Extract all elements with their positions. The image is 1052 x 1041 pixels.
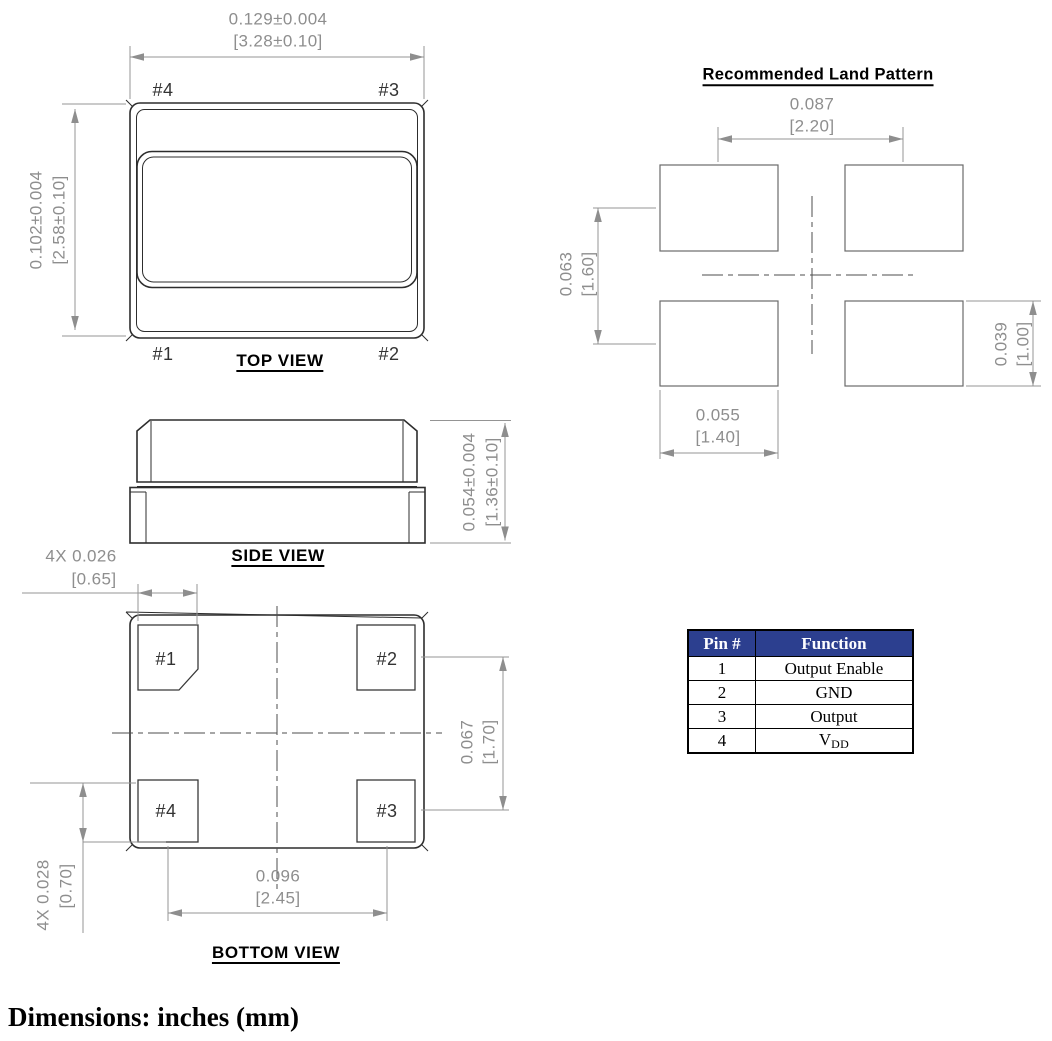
side-view-package [130, 420, 425, 543]
top-view-pin4-label: #4 [152, 80, 174, 100]
land-pattern-pads [660, 165, 963, 386]
bottom-view-pad-height-dim-inches: 4X 0.028 [33, 859, 53, 931]
pin-function-cell: Output [756, 705, 914, 729]
vdd-base: V [818, 729, 832, 749]
top-view-width-dim-inches: 0.129±0.004 [228, 9, 328, 29]
pin-function-cell: GND [756, 681, 914, 705]
top-view-pin1-label: #1 [152, 344, 174, 364]
bottom-view-pin2-label: #2 [376, 649, 398, 669]
top-view-title: TOP VIEW [236, 351, 324, 370]
pin-table-header-row [688, 630, 913, 657]
bottom-view-pitch-y-dim-mm: [1.70] [479, 719, 499, 765]
bottom-view-pad-width-dim-inches: 4X 0.026 [45, 546, 117, 566]
pin-number-cell: 2 [688, 681, 756, 705]
pin-number-cell: 3 [688, 705, 756, 729]
land-pattern-title: Recommended Land Pattern [703, 66, 934, 86]
land-pattern-pad-width-dim-inches: 0.055 [695, 405, 741, 425]
top-view-height-dim-inches: 0.102±0.004 [26, 170, 46, 270]
land-pattern-pad-height-dim-inches: 0.039 [991, 321, 1011, 367]
side-view-height-dim-mm: [1.36±0.10] [482, 437, 502, 527]
bottom-view-pin3-label: #3 [376, 801, 398, 821]
land-pattern-pitch-x-dim-mm: [2.20] [789, 116, 835, 136]
top-view-height-dim-mm: [2.58±0.10] [49, 175, 69, 265]
land-pattern-pitch-y-dim-inches: 0.063 [556, 251, 576, 297]
pin-number-cell: 4 [688, 729, 756, 754]
table-row [688, 729, 913, 754]
bottom-view-pitch-y-dim-inches: 0.067 [457, 719, 477, 765]
top-view-width-dim-mm: [3.28±0.10] [233, 31, 323, 51]
bottom-view-pad-height-dim-mm: [0.70] [56, 863, 76, 909]
dimensions-units-note: Dimensions: inches (mm) [8, 1002, 299, 1032]
function-column-header: Function [756, 630, 914, 657]
vdd-subscript: DD [831, 736, 850, 751]
land-pattern-pitch-x-dim-inches: 0.087 [789, 94, 835, 114]
table-row [688, 657, 913, 681]
top-view-pin3-label: #3 [378, 80, 400, 100]
land-pattern-pad-height-dim-mm: [1.00] [1013, 321, 1033, 367]
bottom-view-pin1-label: #1 [155, 649, 177, 669]
pin-function-table [687, 629, 914, 754]
side-view-height-dim-inches: 0.054±0.004 [459, 432, 479, 532]
bottom-view-title: BOTTOM VIEW [211, 943, 341, 962]
top-view-dimension-lines [62, 46, 424, 336]
bottom-view-pad-width-dim-mm: [0.65] [71, 569, 117, 589]
table-row [688, 681, 913, 705]
land-pattern-pitch-y-dim-mm: [1.60] [578, 251, 598, 297]
top-view-pin2-label: #2 [378, 344, 400, 364]
pin-number-column-header: Pin # [688, 630, 756, 657]
bottom-view-pitch-x-dim-mm: [2.45] [255, 888, 301, 908]
bottom-view-pitch-x-dim-inches: 0.096 [255, 866, 301, 886]
bottom-view-pin4-label: #4 [155, 801, 177, 821]
pin-number-cell: 1 [688, 657, 756, 681]
pin-function-cell-vdd [756, 729, 914, 754]
land-pattern-pad-width-dim-mm: [1.40] [695, 427, 741, 447]
table-row [688, 705, 913, 729]
side-view-title: SIDE VIEW [231, 546, 325, 565]
pin-function-cell: Output Enable [756, 657, 914, 681]
top-view-package [126, 100, 428, 341]
